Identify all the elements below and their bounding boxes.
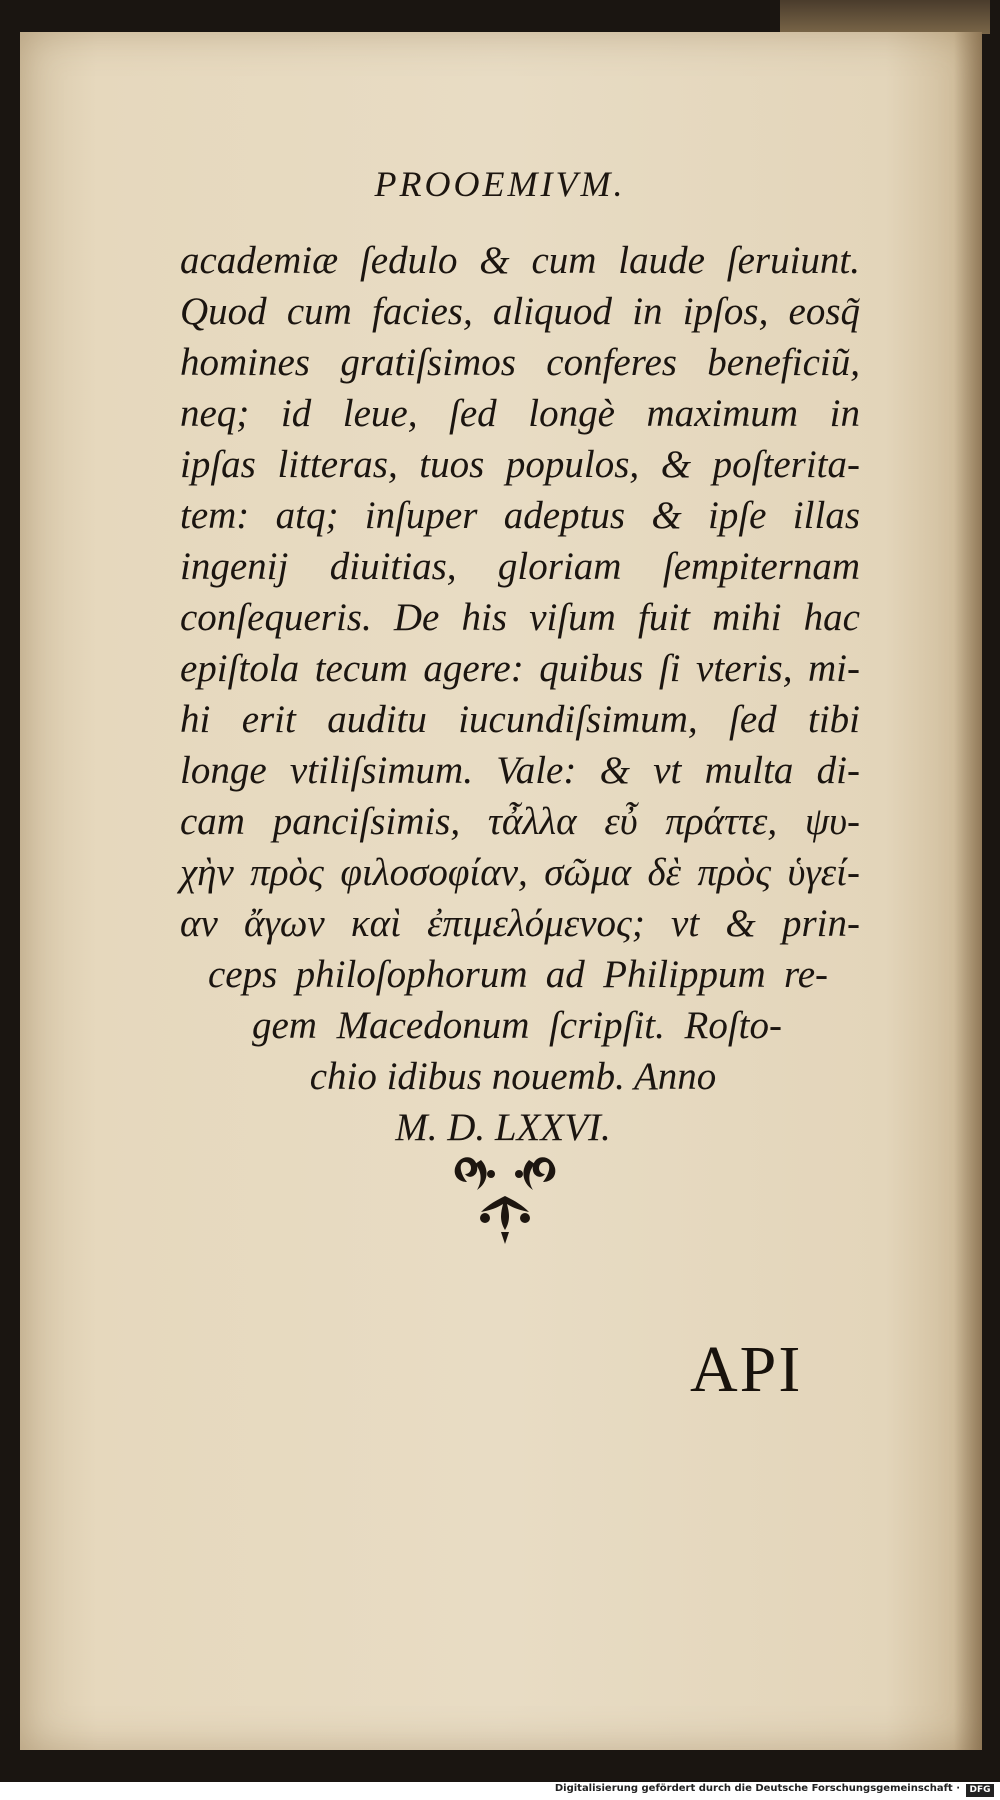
text-line: hi erit auditu iucundiſsimum, ſed tibi — [180, 698, 860, 741]
fleuron-ornament — [445, 1148, 565, 1248]
text-line: chio idibus nouemb. Anno — [309, 1055, 717, 1098]
text-line: Quod cum facies, aliquod in ipſos, eosq̃ — [180, 290, 860, 333]
text-line: gem Macedonum ſcripſit. Roſto- — [252, 1004, 782, 1047]
text-line: ipſas litteras, tuos populos, & poſterita- — [180, 443, 860, 486]
footer-credit: Digitalisierung gefördert durch die Deutsche Forschungsgemeinschaft · — [554, 1783, 960, 1794]
text-line: χὴν πρὸς φιλοσοφίαν, σῶμα δὲ πρὸς ὑγεί- — [180, 851, 860, 894]
text-line: academiæ ſedulo & cum laude ſeruiunt. — [180, 239, 860, 282]
text-line: neq; id leue, ſed longè maximum in — [180, 392, 860, 435]
text-line: cam panciſsimis, τἆλλα εὖ πράττε, ψυ- — [180, 800, 860, 843]
text-line: tem: atq; inſuper adeptus & ipſe illas — [180, 494, 860, 537]
dfg-logo: DFG — [966, 1784, 994, 1797]
text-line: homines gratiſsimos conferes beneficiũ, — [180, 341, 860, 384]
text-line: longe vtiliſsimum. Vale: & vt multa di- — [180, 749, 860, 792]
text-line: epiſtola tecum agere: quibus ſi vteris, mi- — [180, 647, 860, 690]
running-head: PROOEMIVM. — [374, 164, 626, 204]
catchword: API — [690, 1333, 803, 1406]
text-line: M. D. LXXVI. — [395, 1106, 611, 1149]
text-line: αν ἄγων καὶ ἐπιμελόμενος; vt & prin- — [180, 902, 860, 945]
page-gutter-shadow — [954, 32, 982, 1750]
text-line: ceps philoſophorum ad Philippum re- — [208, 953, 828, 996]
adjacent-page-edge — [780, 0, 990, 34]
text-line: conſequeris. De his viſum fuit mihi hac — [180, 596, 860, 639]
text-line: ingenij diuitias, gloriam ſempiternam — [180, 545, 860, 588]
body-text — [180, 235, 860, 1153]
